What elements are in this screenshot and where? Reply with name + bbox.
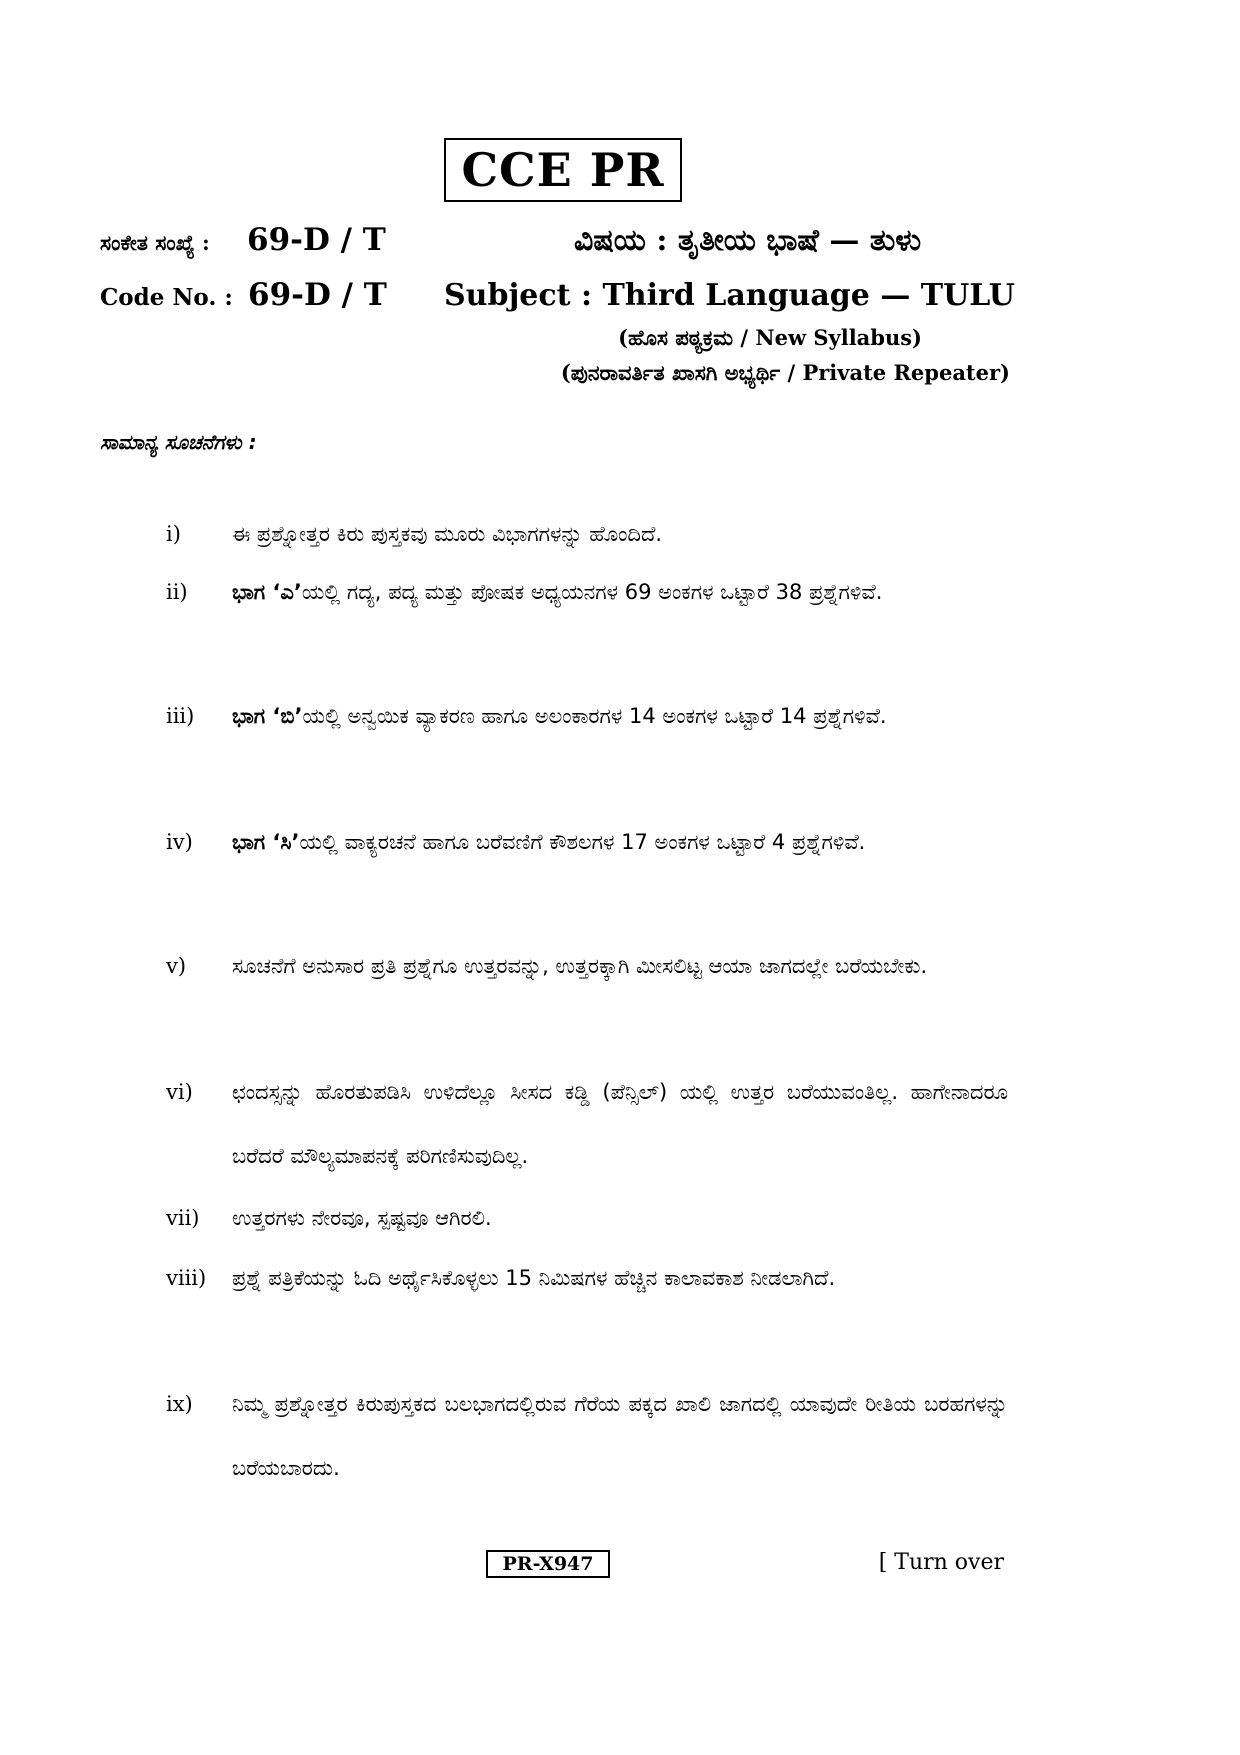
- instruction-body: ಛಂದಸ್ಸನ್ನು ಹೊರತುಪಡಿಸಿ ಉಳಿದೆಲ್ಲೂ ಸೀಸದ ಕಡ್ಡಿ (ಪೆನ್ಸಿಲ್) ಯಲ್ಲಿ ಉತ್ತರ ಬರೆಯುವಂತಿಲ್ಲ. ಹಾಗೇನಾದರೂ ಬರೆದರೆ ಮೌಲ್ಯಮಾಪನಕ್ಕೆ ಪರಿಗಣಿಸುವುದಿಲ್ಲ.: [232, 1080, 1008, 1168]
- candidate-type-note: (ಪುನರಾವರ್ತಿತ ಖಾಸಗಿ ಅಭ್ಯರ್ಥಿ / Private Repeater): [560, 360, 1010, 385]
- instruction-number: iv): [166, 830, 193, 854]
- instruction-number: ix): [166, 1392, 193, 1416]
- instruction-item: [166, 560, 1008, 624]
- instruction-item: [166, 1246, 1008, 1310]
- code-label-kannada: ಸಂಕೇತ ಸಂಖ್ಯೆ :: [100, 230, 210, 255]
- instruction-number: iii): [166, 704, 195, 728]
- instruction-body: ಈ ಪ್ರಶ್ನೋತ್ತರ ಕಿರು ಪುಸ್ತಕವು ಮೂರು ವಿಭಾಗಗಳನ್ನು ಹೊಂದಿದೆ.: [232, 522, 663, 546]
- instruction-item: [166, 1186, 1008, 1250]
- exam-series-stamp: CCE PR: [444, 138, 682, 202]
- instruction-body: ಸೂಚನೆಗೆ ಅನುಸಾರ ಪ್ರತಿ ಪ್ರಶ್ನೆಗೂ ಉತ್ತರವನ್ನು, ಉತ್ತರಕ್ಕಾಗಿ ಮೀಸಲಿಟ್ಟ ಆಯಾ ಜಾಗದಲ್ಲೇ ಬರೆಯಬೇಕು.: [232, 954, 928, 978]
- instruction-part-label: ಭಾಗ ‘ಬಿ’: [232, 704, 303, 728]
- instruction-text: [232, 934, 1008, 998]
- instruction-number: ii): [166, 580, 188, 604]
- syllabus-note: (ಹೊಸ ಪಠ್ಯಕ್ರಮ / New Syllabus): [618, 325, 922, 350]
- instruction-body: ಪ್ರಶ್ನೆ ಪತ್ರಿಕೆಯನ್ನು ಓದಿ ಅರ್ಥೈಸಿಕೊಳ್ಳಲು 15 ನಿಮಿಷಗಳ ಹೆಚ್ಚಿನ ಕಾಲಾವಕಾಶ ನೀಡಲಾಗಿದೆ.: [232, 1266, 836, 1290]
- instruction-text: [232, 560, 1008, 624]
- instruction-text: [232, 1372, 1008, 1500]
- instruction-text: [232, 810, 1008, 874]
- code-value-english: 69-D / T: [248, 277, 387, 313]
- instruction-item: [166, 810, 1008, 874]
- instruction-body: ನಿಮ್ಮ ಪ್ರಶ್ನೋತ್ತರ ಕಿರುಪುಸ್ತಕದ ಬಲಭಾಗದಲ್ಲಿರುವ ಗೆರೆಯ ಪಕ್ಕದ ಖಾಲಿ ಜಾಗದಲ್ಲಿ ಯಾವುದೇ ರೀತಿಯ ಬರಹಗಳನ್ನು ಬರೆಯಬಾರದು.: [232, 1392, 1008, 1480]
- code-value: 69-D / T: [247, 222, 386, 258]
- instruction-part-label: ಭಾಗ ‘ಸಿ’: [232, 830, 300, 854]
- subject-english: Subject : Third Language — TULU: [444, 278, 1015, 313]
- instruction-number: i): [166, 522, 181, 546]
- paper-code-box: PR-X947: [486, 1550, 610, 1578]
- instruction-body: ಯಲ್ಲಿ ವಾಕ್ಯರಚನೆ ಹಾಗೂ ಬರೆವಣಿಗೆ ಕೌಶಲಗಳ 17 ಅಂಕಗಳ ಒಟ್ಟಾರೆ 4 ಪ್ರಶ್ನೆಗಳಿವೆ.: [299, 830, 866, 854]
- instruction-text: [232, 1186, 1008, 1250]
- instruction-text: [232, 684, 1008, 748]
- instruction-number: v): [166, 954, 187, 978]
- instruction-part-label: ಭಾಗ ‘ಎ’: [232, 580, 302, 604]
- instruction-body: ಉತ್ತರಗಳು ನೇರವೂ, ಸ್ಪಷ್ಟವೂ ಆಗಿರಲಿ.: [232, 1206, 492, 1230]
- instruction-number: vi): [166, 1080, 193, 1104]
- instruction-body: ಯಲ್ಲಿ ಅನ್ವಯಿಕ ವ್ಯಾಕರಣ ಹಾಗೂ ಅಲಂಕಾರಗಳ 14 ಅಂಕಗಳ ಒಟ್ಟಾರೆ 14 ಪ್ರಶ್ನೆಗಳಿವೆ.: [302, 704, 887, 728]
- turn-over-note: [ Turn over: [878, 1550, 1004, 1575]
- instruction-item: [166, 502, 1008, 566]
- instruction-text: [232, 502, 1008, 566]
- header-row-english: [100, 275, 1015, 315]
- code-label-english: Code No. :: [100, 284, 233, 311]
- instruction-item: [166, 1060, 1008, 1188]
- instruction-text: [232, 1246, 1008, 1310]
- header-row-kannada: [100, 220, 1010, 260]
- instruction-number: vii): [166, 1206, 200, 1230]
- subject-kannada: ವಿಷಯ : ತೃತೀಯ ಭಾಷೆ — ತುಳು: [574, 223, 922, 258]
- instruction-item: [166, 934, 1008, 998]
- instruction-item: [166, 1372, 1008, 1500]
- instruction-item: [166, 684, 1008, 748]
- general-instructions-heading: ಸಾಮಾನ್ಯ ಸೂಚನೆಗಳು :: [100, 430, 257, 454]
- instruction-body: ಯಲ್ಲಿ ಗದ್ಯ, ಪದ್ಯ ಮತ್ತು ಪೋಷಕ ಅಧ್ಯಯನಗಳ 69 ಅಂಕಗಳ ಒಟ್ಟಾರೆ 38 ಪ್ರಶ್ನೆಗಳಿವೆ.: [301, 580, 883, 604]
- instruction-number: viii): [166, 1266, 207, 1290]
- instruction-text: [232, 1060, 1008, 1188]
